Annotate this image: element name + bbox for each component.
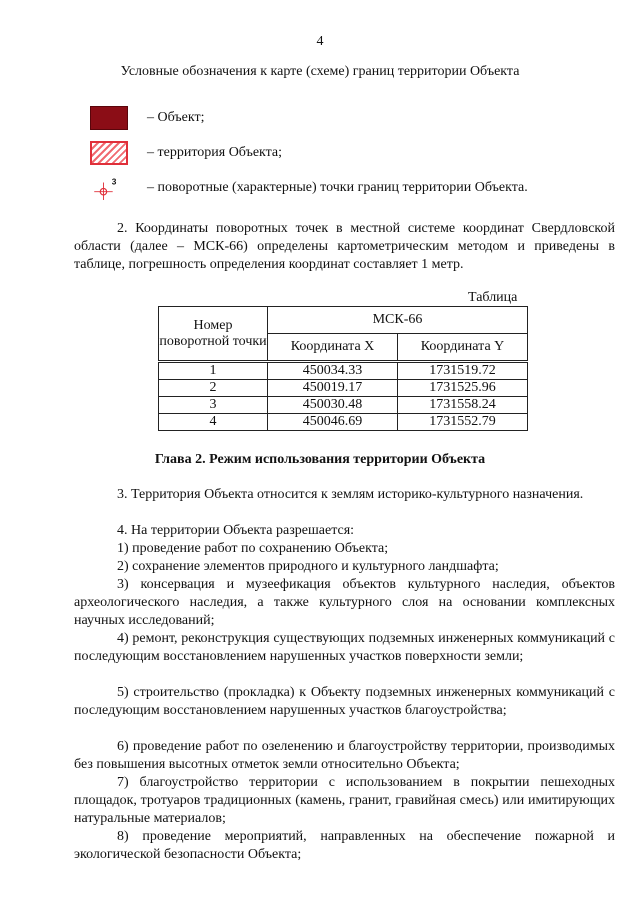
cell-coord-x: 450019.17: [268, 380, 398, 397]
legend-label: – поворотные (характерные) точки границ территории Объекта.: [147, 180, 528, 195]
list-item: 1) проведение работ по сохранению Объекта;: [117, 541, 389, 556]
legend-label: – Объект;: [147, 110, 205, 125]
legend-item-territory: [90, 141, 610, 167]
list-item: 8) проведение мероприятий, направленных на обеспечение пожарной и экологической безопасности Объекта;: [74, 829, 615, 862]
chapter-title: Глава 2. Режим использования территории Объекта: [154, 452, 486, 467]
hatched-territory-icon: [90, 141, 128, 165]
object-fill-icon: [90, 106, 128, 130]
list-item: 3) консервация и музеефикация объектов культурного наследия, объектов археологического наследия, а также культурного слоя на основании комплексных научных исследований;: [74, 577, 615, 628]
table-caption: Таблица: [468, 290, 518, 305]
page-number: 4: [316, 34, 324, 49]
header-coord-x: Координата X: [268, 334, 398, 362]
table-row: [159, 380, 528, 397]
paragraph-coordinates: 2. Координаты поворотных точек в местной системе координат Свердловской области (далее – МСК-66) определены картометрическим методом и приведены в таблице, погрешность определения координат составляет 1 метр.: [74, 221, 615, 272]
cell-coord-y: 1731558.24: [398, 397, 528, 414]
table-row: [159, 362, 528, 380]
turning-point-icon: [90, 176, 128, 200]
legend-label: – территория Объекта;: [147, 145, 283, 160]
list-item: 2) сохранение элементов природного и культурного ландшафта;: [117, 559, 499, 574]
paragraph-land-category: 3. Территория Объекта относится к землям историко-культурного назначения.: [117, 487, 584, 502]
cell-coord-y: 1731519.72: [398, 362, 528, 380]
cell-point-number: 4: [159, 414, 268, 431]
legend-item-object: [90, 106, 610, 132]
table-row: [159, 414, 528, 431]
cell-point-number: 1: [159, 362, 268, 380]
header-point-number: Номер поворотной точки: [159, 307, 268, 362]
table-row: [159, 397, 528, 414]
point-number-label: 3: [111, 176, 117, 187]
list-item: 7) благоустройство территории с использованием в покрытии пешеходных площадок, тротуаров традиционных (камень, гранит, гравийная смесь) или имитирующих натуральные материалов;: [74, 775, 615, 826]
coordinates-table: [158, 306, 528, 431]
paragraph-permitted-heading: 4. На территории Объекта разрешается:: [117, 523, 355, 538]
header-coord-y: Координата Y: [398, 334, 528, 362]
header-msk66: МСК-66: [268, 307, 528, 334]
cell-coord-x: 450030.48: [268, 397, 398, 414]
legend-item-turning-point: [90, 176, 610, 202]
cell-coord-y: 1731525.96: [398, 380, 528, 397]
cell-coord-y: 1731552.79: [398, 414, 528, 431]
cell-point-number: 2: [159, 380, 268, 397]
cell-coord-x: 450046.69: [268, 414, 398, 431]
list-item: 4) ремонт, реконструкция существующих подземных инженерных коммуникаций с последующим восстановлением нарушенных участков поверхности земли;: [74, 631, 615, 664]
list-item: 6) проведение работ по озеленению и благоустройству территории, производимых без повышения высотных отметок земли относительно Объекта;: [74, 739, 615, 772]
list-item: 5) строительство (прокладка) к Объекту подземных инженерных коммуникаций с последующим восстановлением нарушенных участков благоустройства;: [74, 685, 615, 718]
legend-title: Условные обозначения к карте (схеме) границ территории Объекта: [120, 64, 520, 79]
cell-point-number: 3: [159, 397, 268, 414]
cell-coord-x: 450034.33: [268, 362, 398, 380]
